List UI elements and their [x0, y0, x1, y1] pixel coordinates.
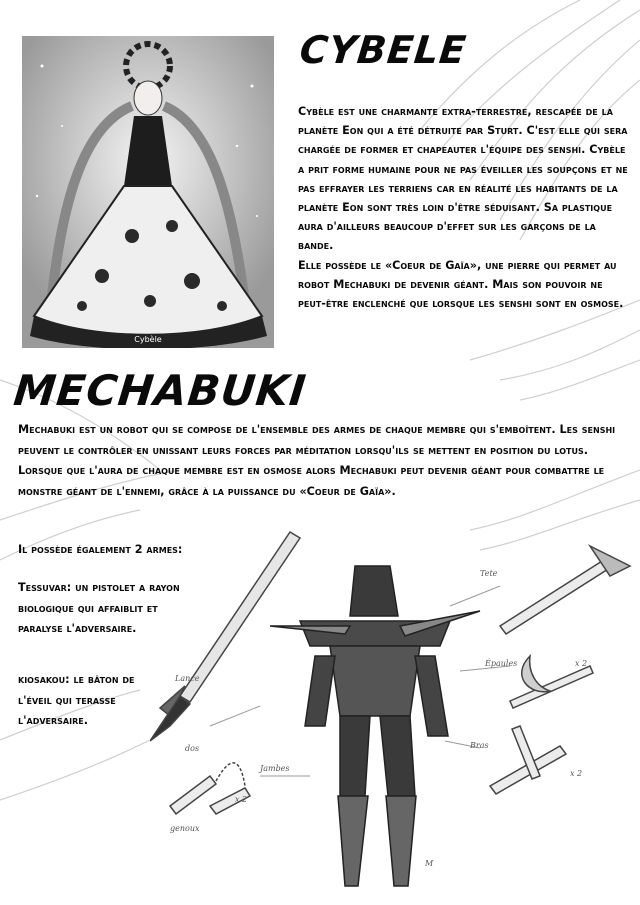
- weapon-kiosakou: [18, 670, 168, 732]
- cybele-description: [298, 102, 630, 313]
- cybele-portrait: [22, 36, 274, 348]
- nunchaku-sketch: [170, 763, 250, 814]
- note-knees: genoux: [170, 824, 200, 833]
- portrait-label: Cybèle: [134, 335, 162, 344]
- note-legs: Jambes: [260, 764, 290, 773]
- mechabuki-sketch: [150, 526, 640, 905]
- note-x2-arms: x 2: [570, 769, 583, 778]
- cybele-paragraph-2: Elle possède le «Coeur de Gaïa», une pierre qui permet au robot Mechabuki de devenir géant. Mais son pouvoir ne peut-être enclenché que lorsque les senshi sont en osmose.: [298, 258, 624, 311]
- cybele-paragraph-1: Cybèle est une charmante extra-terrestre, rescapée de la planète Eon qui a été détruite par Sturt. C'est elle qui sera chargée de former et chapeauter l'équipe des senshi. Cybèle a prit forme humaine pour ne pas éveiller les soupçons et ne pas effrayer les terriens car en réalité les habitants de la planète Eon sont très loin d'être séduisant. Sa plastique aura d'ailleurs beaucoup d'effet sur les garçons de la bande.: [298, 105, 628, 253]
- note-arms: Bras: [470, 741, 489, 750]
- mechabuki-description: Mechabuki est un robot qui se compose de l'ensemble des armes de chaque membre qui s'emboîtent. Les senshi peuvent le contrôler en unissant leurs forces par méditation lorsqu'ils se mettent en position du lotus. Lorsque que l'aura de chaque membre est en osmose alors Mechabuki peut devenir géant pour combattre le monstre géant de l'ennemi, grâce à la puissance du «Coeur de Gaïa».: [18, 423, 616, 498]
- robot-sketch: [270, 566, 480, 886]
- signature: M: [425, 859, 434, 868]
- note-x2-legs: x 2: [235, 795, 248, 804]
- weapon-description: un pistolet a rayon biologique qui affaiblit et paralyse l'adversaire.: [18, 581, 180, 635]
- weapon-name: Tessuvar:: [18, 581, 72, 594]
- weapon-name: kiosakou:: [18, 673, 70, 686]
- spear-sketch: [150, 532, 300, 741]
- note-back: dos: [185, 744, 200, 753]
- tube-sketch: [490, 726, 566, 794]
- weapons-intro: Il possède également 2 armes:: [18, 543, 183, 556]
- mechabuki-title: MECHABUKI: [11, 366, 309, 415]
- note-x2-shoulders: x 2: [575, 659, 588, 668]
- note-shoulders: Épaules: [485, 659, 518, 668]
- weapon-description: le bâton de l'éveil qui terasse l'adversaire.: [18, 673, 135, 727]
- note-spear: Lance: [175, 674, 200, 683]
- cybele-title: CYBELE: [297, 28, 469, 72]
- trident-sketch: [500, 546, 630, 634]
- note-head: Tete: [480, 569, 498, 578]
